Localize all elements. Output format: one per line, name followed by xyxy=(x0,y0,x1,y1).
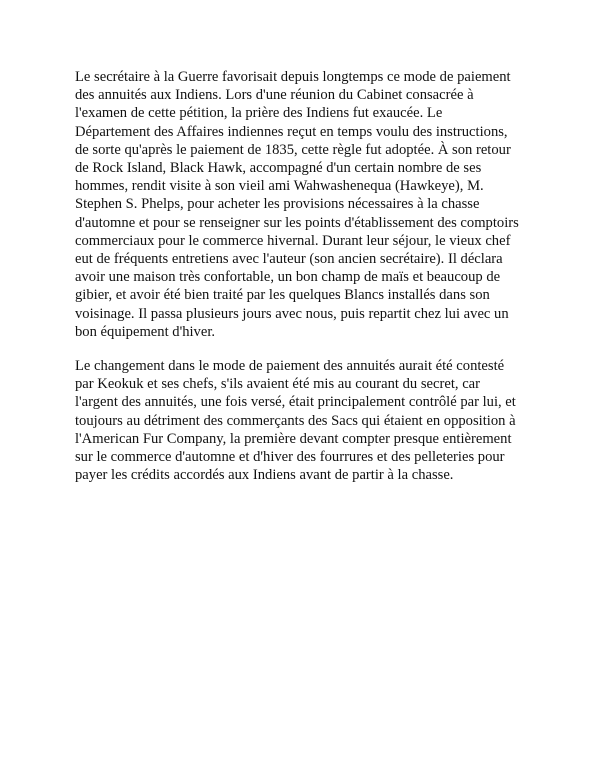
text-line: commerciaux pour le commerce hivernal. Durant leur séjour, le vieux chef xyxy=(75,232,511,249)
text-line: bon équipement d'hiver. xyxy=(75,323,216,340)
text-line: Stephen S. Phelps, pour acheter les provisions nécessaires à la chasse xyxy=(75,196,480,213)
text-line: voisinage. Il passa plusieurs jours avec nous, puis repartit chez lui avec un xyxy=(75,305,509,322)
text-line: l'American Fur Company, la première devant compter presque entièrement xyxy=(75,430,512,447)
text-line: Le changement dans le mode de paiement des annuités aurait été contesté xyxy=(75,358,505,375)
text-line: avoir une maison très confortable, un bon champ de maïs et beaucoup de xyxy=(75,269,501,286)
text-line: gibier, et avoir été bien traité par les quelques Blancs installés dans son xyxy=(75,287,490,304)
text-line: de Rock Island, Black Hawk, accompagné d'un certain nombre de ses xyxy=(75,160,482,177)
text-line: de sorte qu'après le paiement de 1835, cette règle fut adoptée. À son retour xyxy=(75,141,511,158)
text-line: l'examen de cette pétition, la prière des Indiens fut exaucée. Le xyxy=(75,105,443,122)
document-body xyxy=(75,68,535,500)
text-line: sur le commerce d'automne et d'hiver des fourrures et des pelleteries pour xyxy=(75,449,505,466)
text-line: l'argent des annuités, une fois versé, était principalement contrôlé par lui, et xyxy=(75,394,516,411)
paragraph-2 xyxy=(75,357,535,484)
text-line: payer les crédits accordés aux Indiens avant de partir à la chasse. xyxy=(75,467,454,484)
text-line: Le secrétaire à la Guerre favorisait depuis longtemps ce mode de paiement xyxy=(75,69,511,85)
text-line: d'automne et pour se renseigner sur les points d'établissement des comptoirs xyxy=(75,214,519,231)
text-line: toujours au détriment des commerçants des Sacs qui étaient en opposition à xyxy=(75,412,516,429)
text-line: des annuités aux Indiens. Lors d'une réunion du Cabinet consacrée à xyxy=(75,87,474,104)
text-line: eut de fréquents entretiens avec l'auteur (son ancien secrétaire). Il déclara xyxy=(75,251,503,268)
text-line: par Keokuk et ses chefs, s'ils avaient été mis au courant du secret, car xyxy=(75,376,481,393)
paragraph-1 xyxy=(75,68,535,341)
text-line: hommes, rendit visite à son vieil ami Wahwashenequa (Hawkeye), M. xyxy=(75,178,484,195)
text-line: Département des Affaires indiennes reçut en temps voulu des instructions, xyxy=(75,123,508,140)
